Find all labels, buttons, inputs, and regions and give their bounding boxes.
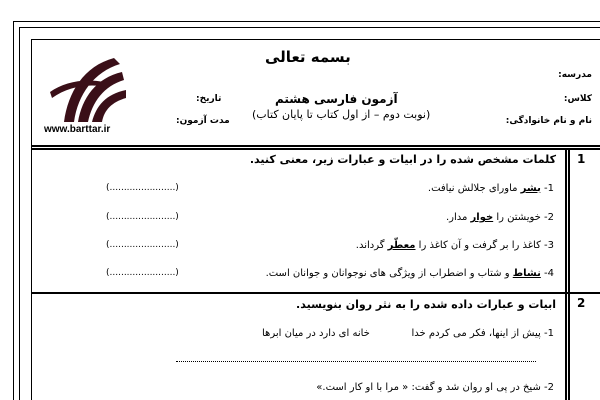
duration-label: مدت آزمون: — [176, 116, 230, 126]
question-number-2: 2 — [577, 296, 586, 310]
answer-blank-1[interactable]: (.......................) — [106, 183, 179, 193]
section2-item-1a: 1- پیش از اینها، فکر می کردم خدا — [411, 328, 554, 339]
logo-icon — [44, 52, 128, 124]
section2-item-2: 2- شیخ در پی او روان شد و گفت: « مرا با او کار است.» — [316, 382, 554, 393]
class-label: کلاس: — [563, 94, 592, 104]
exam-title: آزمون فارسی هشتم — [275, 92, 398, 106]
name-label: نام و نام خانوادگی: — [505, 116, 592, 126]
answer-blank-3[interactable]: (.......................) — [106, 240, 179, 250]
section-divider — [31, 292, 600, 294]
section1-item-3: 3- کاغذ را بر گرفت و آن کاغذ را معطّر گرداند. — [355, 240, 554, 251]
website-label: www.barttar.ir — [44, 124, 111, 135]
number-column-divider-2 — [568, 148, 570, 400]
section1-item-2: 2- خویشتن را خوار مدار. — [445, 212, 554, 223]
section1-instruction: کلمات مشخص شده را در ابیات و عبارات زیر، معنی کنید. — [249, 153, 556, 166]
answer-blank-2[interactable]: (.......................) — [106, 212, 179, 222]
section1-item-1: 1- بشر ماورای جلالش نیافت. — [427, 183, 554, 194]
section2-item-1b: خانه ای دارد در میان ابرها — [262, 328, 370, 339]
header-divider — [31, 145, 600, 147]
number-column-divider — [565, 148, 567, 400]
exam-subtitle: (نوبت دوم – از اول کتاب تا پایان کتاب) — [252, 108, 431, 121]
bismillah-heading: بسمه تعالی — [265, 48, 351, 66]
header-divider-2 — [31, 148, 600, 150]
section1-item-4: 4- نشاط و شتاب و اضطراب از ویژگی های نوجوانان و جوانان است. — [265, 268, 554, 279]
school-label: مدرسه: — [558, 70, 592, 80]
answer-blank-4[interactable]: (.......................) — [106, 268, 179, 278]
question-number-1: 1 — [577, 152, 586, 166]
section2-instruction: ابیات و عبارات داده شده را به نثر روان بنویسید. — [296, 298, 556, 311]
answer-line-1[interactable] — [176, 361, 536, 362]
date-label: تاریخ: — [196, 94, 222, 104]
